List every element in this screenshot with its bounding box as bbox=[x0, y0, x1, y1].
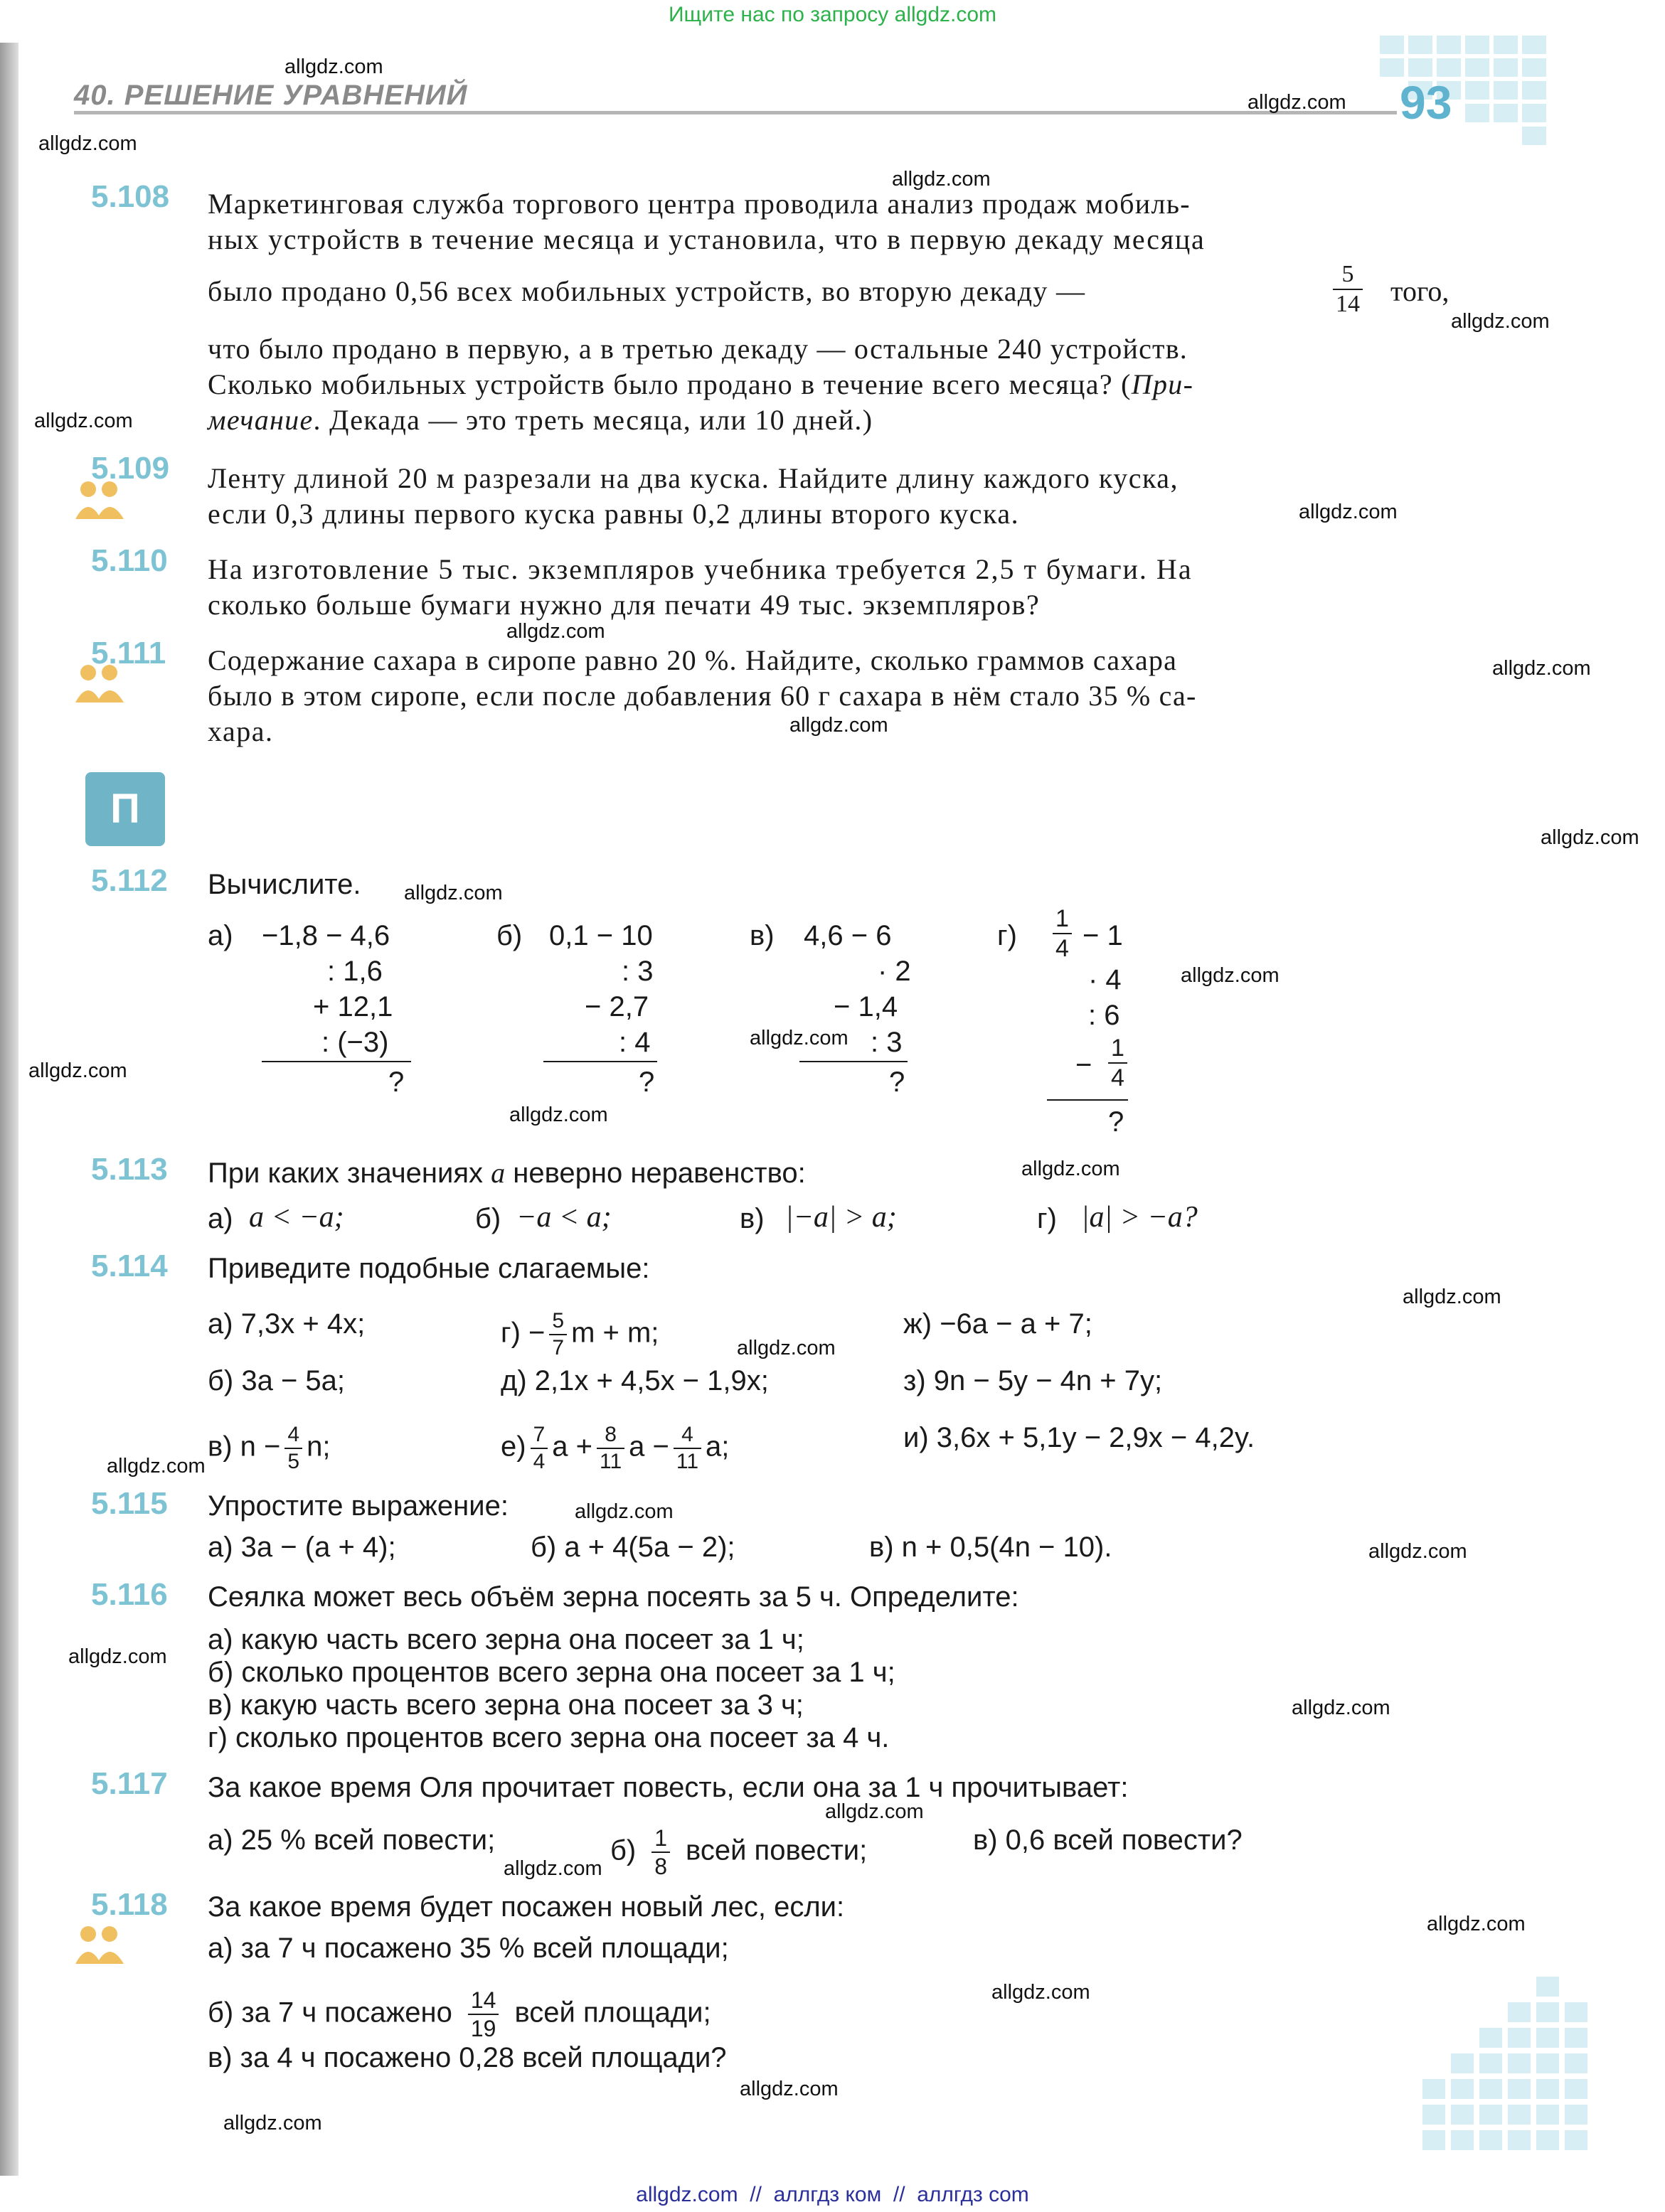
chain-step: : (−3) bbox=[321, 1027, 389, 1058]
sub-question: а) какую часть всего зерна она посеет за 1 ч; bbox=[208, 1624, 804, 1655]
bottom-banner[interactable]: allgdz.com // аллгдз ком // аллгдз com bbox=[636, 2183, 1029, 2206]
chain-step: : 1,6 bbox=[327, 956, 383, 987]
chain-step: − 2,7 bbox=[585, 991, 649, 1022]
chain-start: −1,8 − 4,6 bbox=[262, 920, 390, 951]
problem-number: 5.111 bbox=[91, 636, 166, 670]
problem-text-line: было продано 0,56 всех мобильных устройств, во вторую декаду — bbox=[208, 275, 1086, 307]
sub-question: г) сколько процентов всего зерна она посеет за 4 ч. bbox=[208, 1722, 890, 1753]
problem-text: Ленту длиной 20 м разрезали на два куска. Найдите длину каждого куска, если 0,3 длины первого куска равны 0,2 длины второго куска. bbox=[208, 462, 1179, 530]
item-label: а) bbox=[208, 1203, 233, 1234]
watermark[interactable]: allgdz.com bbox=[575, 1500, 674, 1523]
watermark[interactable]: allgdz.com bbox=[506, 620, 605, 643]
problem-title: Вычислите. bbox=[208, 869, 361, 900]
expression: е) $\frac{7}{4}$ a + $\frac{8}{11}$ a − $\frac{4}{11}$ a; bbox=[501, 1423, 730, 1473]
watermark[interactable]: allgdz.com bbox=[825, 1800, 924, 1823]
chain-result: ? bbox=[639, 1067, 655, 1098]
expression: д) 2,1x + 4,5x − 1,9x; bbox=[501, 1365, 769, 1396]
item-label: б) bbox=[496, 920, 523, 951]
inequality: a < −a; bbox=[249, 1201, 344, 1234]
sub-question: б) $\frac{1}{8}$ всей повести; bbox=[610, 1825, 868, 1879]
problem-number: 5.109 bbox=[91, 451, 170, 486]
section-title: 40. РЕШЕНИЕ УРАВНЕНИЙ bbox=[74, 80, 468, 111]
watermark[interactable]: allgdz.com bbox=[1541, 826, 1639, 849]
problem-number: 5.108 bbox=[91, 179, 170, 214]
problem-number: 5.116 bbox=[91, 1577, 168, 1612]
watermark[interactable]: allgdz.com bbox=[1368, 1540, 1467, 1563]
chain-step: : 6 bbox=[1088, 1000, 1120, 1031]
sub-question: в) за 4 ч посажено 0,28 всей площади? bbox=[208, 2042, 727, 2073]
item-label: в) bbox=[740, 1203, 765, 1234]
sub-question: в) 0,6 всей повести? bbox=[973, 1824, 1243, 1856]
problem-text-line: того, bbox=[1390, 275, 1449, 307]
watermark[interactable]: allgdz.com bbox=[504, 1857, 602, 1880]
expression: а) 7,3x + 4x; bbox=[208, 1308, 366, 1340]
chain-step: : 3 bbox=[622, 956, 654, 987]
watermark[interactable]: allgdz.com bbox=[223, 2112, 322, 2134]
expression: а) 3a − (a + 4); bbox=[208, 1532, 396, 1563]
sub-question: в) какую часть всего зерна она посеет за 3 ч; bbox=[208, 1689, 804, 1721]
problem-number: 5.118 bbox=[91, 1887, 168, 1922]
result-rule bbox=[543, 1061, 657, 1062]
chain-step: · 2 bbox=[878, 956, 911, 987]
problem-title: Сеялка может весь объём зерна посеять за 5 ч. Определите: bbox=[208, 1581, 1019, 1613]
chain-start: − 1 bbox=[1082, 920, 1123, 951]
sub-question: б) за 7 ч посажено $\frac{14}{19}$ всей площади; bbox=[208, 1987, 711, 2041]
watermark[interactable]: allgdz.com bbox=[1403, 1286, 1501, 1308]
decor-grid-bottom bbox=[1415, 1977, 1600, 2176]
problem-number: 5.114 bbox=[91, 1249, 168, 1283]
inequality: −a < a; bbox=[516, 1201, 612, 1234]
watermark[interactable]: allgdz.com bbox=[404, 882, 503, 904]
result-rule bbox=[262, 1061, 411, 1062]
top-banner[interactable]: Ищите нас по запросу allgdz.com bbox=[668, 3, 997, 26]
watermark[interactable]: allgdz.com bbox=[737, 1337, 836, 1359]
watermark[interactable]: allgdz.com bbox=[892, 168, 991, 191]
chain-step: : 3 bbox=[871, 1027, 903, 1058]
expression: в) n − $\frac{4}{5}$ n; bbox=[208, 1423, 331, 1473]
watermark[interactable]: allgdz.com bbox=[34, 410, 133, 432]
sub-question: б) сколько процентов всего зерна она посеет за 1 ч; bbox=[208, 1657, 895, 1688]
problem-title: При каких значениях a неверно неравенство: bbox=[208, 1157, 806, 1189]
expression: з) 9n − 5y − 4n + 7y; bbox=[903, 1365, 1163, 1396]
inequality: |a| > −a? bbox=[1081, 1201, 1198, 1234]
item-label: а) bbox=[208, 920, 233, 951]
watermark[interactable]: allgdz.com bbox=[38, 132, 137, 155]
problem-text: На изготовление 5 тыс. экземпляров учебника требуется 2,5 т бумаги. На сколько больше бумаги нужно для печати 49 тыс. экземпляров? bbox=[208, 553, 1193, 621]
problem-text: Маркетинговая служба торгового центра проводила анализ продаж мобиль- ных устройств в течение месяца и установила, что в первую декаду месяца bbox=[208, 188, 1206, 255]
page-edge-shadow bbox=[0, 43, 18, 2176]
item-label: в) bbox=[750, 920, 775, 951]
watermark[interactable]: allgdz.com bbox=[1021, 1158, 1120, 1180]
chain-step: : 4 bbox=[619, 1027, 651, 1058]
item-label: г) bbox=[1037, 1203, 1057, 1234]
expression: и) 3,6x + 5,1y − 2,9x − 4,2y. bbox=[903, 1422, 1255, 1453]
problem-title: За какое время Оля прочитает повесть, если она за 1 ч прочитывает: bbox=[208, 1772, 1129, 1803]
chain-result: ? bbox=[889, 1067, 905, 1098]
problem-text: Содержание сахара в сиропе равно 20 %. Найдите, сколько граммов сахара было в этом сиропе, если после добавления 60 г сахара в нём стало 35 % са- хара. bbox=[208, 644, 1197, 747]
chain-result: ? bbox=[1108, 1106, 1124, 1138]
problem-text: что было продано в первую, а в третью декаду — остальные 240 устройств. Сколько мобильных устройств было продано в течение всего месяца? (При- мечание. Декада — это треть месяца, или 10 дней.) bbox=[208, 333, 1194, 436]
chain-start: 4,6 − 6 bbox=[804, 920, 892, 951]
expression: б) 3a − 5a; bbox=[208, 1365, 346, 1396]
watermark[interactable]: allgdz.com bbox=[1427, 1913, 1526, 1935]
watermark[interactable]: allgdz.com bbox=[1492, 657, 1591, 680]
fraction: $\frac{1}{4}$ bbox=[1108, 1034, 1127, 1092]
watermark[interactable]: allgdz.com bbox=[1451, 310, 1550, 333]
watermark[interactable]: allgdz.com bbox=[284, 55, 383, 78]
watermark[interactable]: allgdz.com bbox=[740, 2078, 839, 2100]
chain-step: − bbox=[1075, 1049, 1092, 1081]
watermark[interactable]: allgdz.com bbox=[1292, 1697, 1390, 1719]
page-number: 93 bbox=[1400, 76, 1452, 129]
chain-start: 0,1 − 10 bbox=[549, 920, 653, 951]
watermark[interactable]: allgdz.com bbox=[991, 1981, 1090, 2004]
inequality: |−a| > a; bbox=[785, 1201, 897, 1234]
watermark[interactable]: allgdz.com bbox=[68, 1645, 167, 1668]
result-rule bbox=[799, 1061, 908, 1062]
header-rule bbox=[74, 111, 1397, 114]
problem-number: 5.110 bbox=[91, 543, 168, 578]
watermark[interactable]: allgdz.com bbox=[1248, 91, 1346, 114]
watermark[interactable]: allgdz.com bbox=[509, 1104, 608, 1126]
problem-title: Приведите подобные слагаемые: bbox=[208, 1253, 650, 1284]
pair-work-icon bbox=[71, 1923, 128, 1965]
watermark[interactable]: allgdz.com bbox=[107, 1455, 206, 1478]
chain-result: ? bbox=[388, 1067, 405, 1098]
problem-title: Упростите выражение: bbox=[208, 1490, 509, 1522]
item-label: б) bbox=[475, 1203, 501, 1234]
watermark[interactable]: allgdz.com bbox=[1299, 501, 1398, 523]
fraction: $\frac{1}{4}$ bbox=[1053, 904, 1072, 963]
expression: в) n + 0,5(4n − 10). bbox=[869, 1532, 1112, 1563]
problem-number: 5.117 bbox=[91, 1766, 168, 1801]
item-label: г) bbox=[997, 920, 1017, 951]
watermark[interactable]: allgdz.com bbox=[1181, 964, 1280, 987]
watermark[interactable]: allgdz.com bbox=[28, 1059, 127, 1082]
repetition-badge: П bbox=[85, 772, 165, 846]
sub-question: а) 25 % всей повести; bbox=[208, 1824, 496, 1856]
chain-step: − 1,4 bbox=[834, 991, 898, 1022]
problem-number: 5.112 bbox=[91, 863, 168, 898]
expression: ж) −6a − a + 7; bbox=[903, 1308, 1092, 1340]
expression: г) − $\frac{5}{7}$ m + m; bbox=[501, 1309, 659, 1359]
sub-question: а) за 7 ч посажено 35 % всей площади; bbox=[208, 1933, 729, 1964]
result-rule bbox=[1047, 1099, 1128, 1101]
chain-step: + 12,1 bbox=[313, 991, 393, 1022]
problem-number: 5.115 bbox=[91, 1486, 168, 1521]
fraction: $\frac{5}{14}$ bbox=[1333, 260, 1363, 319]
watermark[interactable]: allgdz.com bbox=[750, 1027, 849, 1049]
chain-step: · 4 bbox=[1088, 964, 1122, 995]
problem-title: За какое время будет посажен новый лес, если: bbox=[208, 1891, 845, 1923]
problem-number: 5.113 bbox=[91, 1152, 168, 1187]
expression: б) a + 4(5a − 2); bbox=[531, 1532, 735, 1563]
watermark[interactable]: allgdz.com bbox=[789, 714, 888, 737]
